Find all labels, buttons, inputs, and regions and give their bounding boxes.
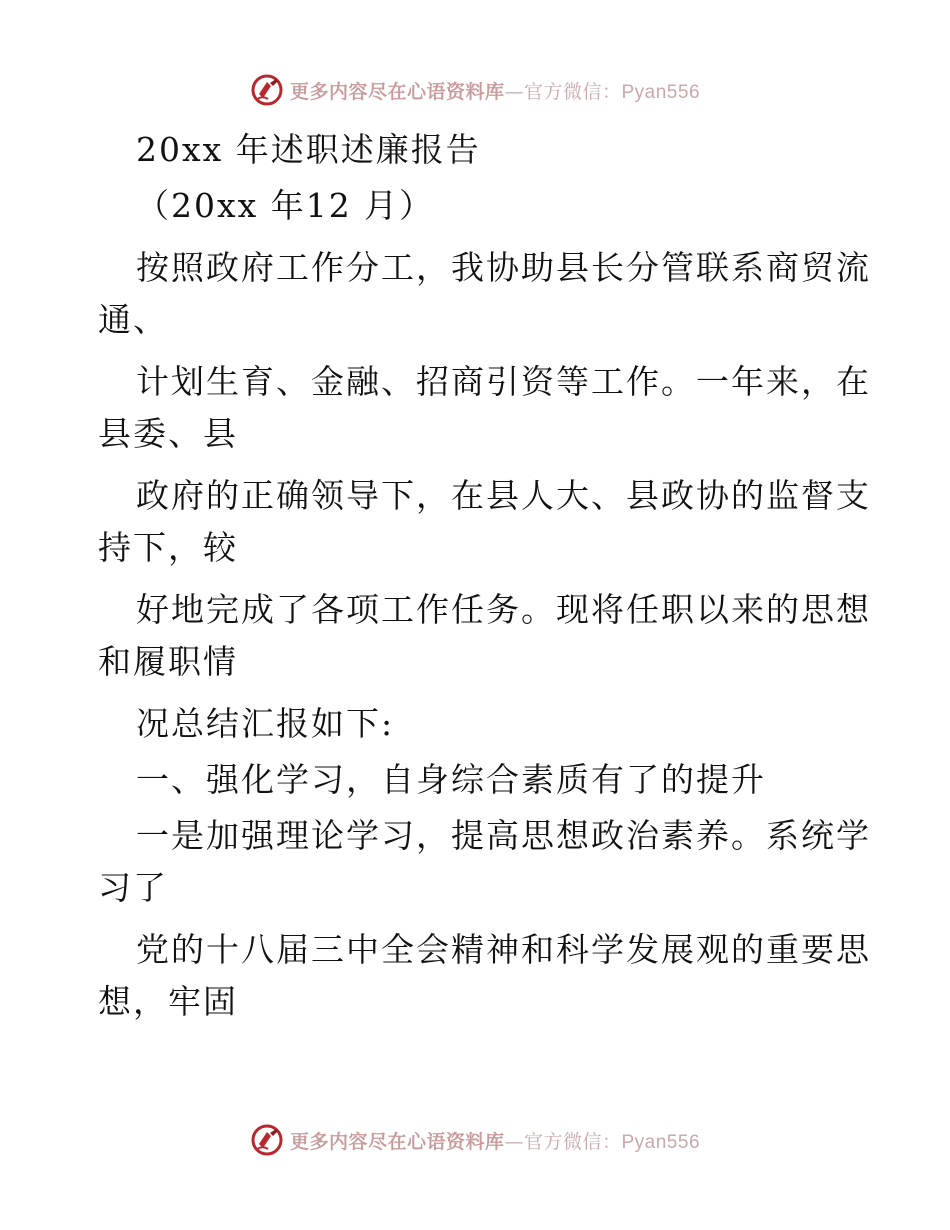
watermark-site: 更多内容尽在心语资料库 — [289, 80, 505, 103]
watermark-wechat-label: 官方微信： — [523, 80, 622, 103]
paragraph-line: 政府的正确领导下，在县人大、县政协的监督支 — [136, 476, 871, 515]
header-watermark — [0, 70, 950, 110]
paragraph-line: 计划生育、金融、招商引资等工作。一年来，在 — [136, 362, 871, 401]
watermark-wechat-id: Pyan556 — [621, 81, 701, 103]
watermark-dash: — — [504, 1130, 524, 1153]
document-date: （20xx 年12 月） — [136, 186, 435, 225]
paragraph-line: 县委、县 — [98, 414, 238, 453]
watermark-text — [290, 1127, 700, 1154]
watermark-wechat-id: Pyan556 — [621, 1131, 701, 1153]
paragraph-line: 好地完成了各项工作任务。现将任职以来的思想 — [136, 590, 871, 629]
paragraph-line: 一是加强理论学习，提高思想政治素养。系统学 — [136, 816, 871, 855]
paragraph-line: 习了 — [98, 868, 168, 907]
paragraph-line: 和履职情 — [98, 642, 238, 681]
paragraph-line: 持下，较 — [98, 528, 238, 567]
footer-watermark — [0, 1120, 950, 1160]
document-title: 20xx 年述职述廉报告 — [136, 130, 481, 169]
document-body — [98, 120, 871, 1028]
paragraph-line: 通、 — [98, 300, 168, 339]
logo-icon — [250, 1123, 284, 1157]
watermark-dash: — — [504, 80, 524, 103]
paragraph-line: 按照政府工作分工，我协助县长分管联系商贸流 — [136, 248, 871, 287]
watermark-text — [290, 77, 700, 104]
watermark-site: 更多内容尽在心语资料库 — [289, 1130, 505, 1153]
logo-icon — [250, 73, 284, 107]
watermark-wechat-label: 官方微信： — [523, 1130, 622, 1153]
paragraph-line: 想，牢固 — [98, 982, 238, 1021]
paragraph-line: 况总结汇报如下: — [136, 704, 395, 743]
paragraph-line: 党的十八届三中全会精神和科学发展观的重要思 — [136, 930, 871, 969]
section-heading: 一、强化学习，自身综合素质有了的提升 — [136, 760, 766, 799]
